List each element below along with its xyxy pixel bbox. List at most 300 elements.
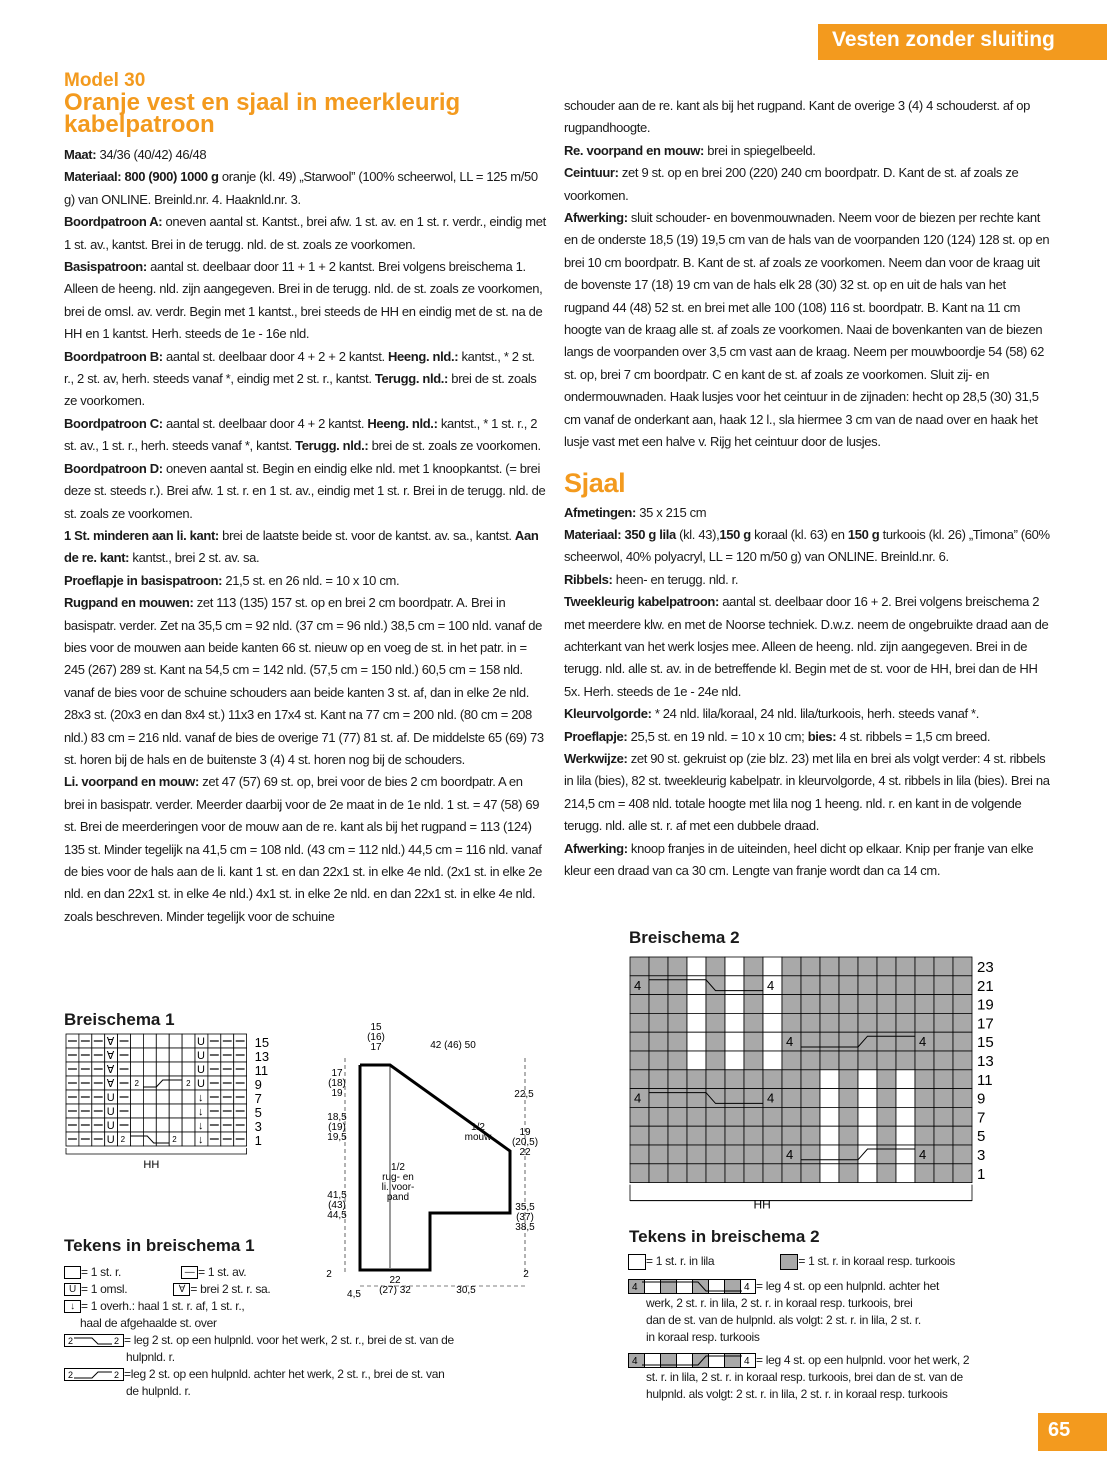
paragraph-key: 150 g bbox=[847, 526, 880, 542]
chart2-cell bbox=[801, 1032, 820, 1051]
chart2-cell bbox=[801, 1013, 820, 1032]
legend-cable-front-2: hulpnld. r. bbox=[126, 1350, 175, 1364]
dim-top-left: 15 (16) 17 bbox=[367, 1022, 385, 1053]
chart2-cell bbox=[706, 1089, 725, 1108]
chart2-row-number: 1 bbox=[977, 1165, 986, 1183]
chart2-cell bbox=[896, 1164, 915, 1183]
chart2-cell bbox=[744, 1032, 763, 1051]
chart2-row-number: 15 bbox=[977, 1034, 994, 1052]
paragraph-key: Boordpatroon C: bbox=[64, 415, 163, 431]
legend-cable-back-2: de hulpnld. r. bbox=[126, 1384, 191, 1398]
chart2-row-number: 17 bbox=[977, 1015, 994, 1033]
cable-front-icon bbox=[64, 1334, 124, 1347]
chart2-cell bbox=[687, 976, 706, 995]
chart2-cell bbox=[668, 1145, 687, 1164]
chart2-cell bbox=[744, 1126, 763, 1145]
legend-koraal: = 1 st. r. in koraal resp. turkoois bbox=[798, 1254, 955, 1268]
paragraph-key: Maat: bbox=[64, 147, 97, 162]
chart2-cell bbox=[839, 1013, 858, 1032]
chart1-row-number: 5 bbox=[254, 1105, 262, 1120]
dim-sleeve-width: 19 (20,5) 22 bbox=[511, 1127, 539, 1158]
legend2-row-2 bbox=[628, 1278, 1048, 1295]
label-sleeve: 1/2 mouw bbox=[464, 1122, 492, 1143]
chart2-cell bbox=[858, 976, 877, 995]
dim-hem-right: 2 bbox=[523, 1269, 529, 1280]
chart1-cell bbox=[143, 1048, 156, 1062]
paragraph-key: bies: bbox=[807, 728, 837, 744]
chart2-cell bbox=[915, 1126, 934, 1145]
paragraph bbox=[564, 726, 1050, 748]
chart2-cell bbox=[858, 1089, 877, 1108]
chart2-cell bbox=[801, 995, 820, 1014]
chart1-cell bbox=[169, 1076, 182, 1090]
chart2-cell bbox=[687, 1145, 706, 1164]
chart2-cell bbox=[953, 976, 972, 995]
chart2-cell bbox=[896, 1013, 915, 1032]
chart2-cell bbox=[915, 1164, 934, 1183]
chart2-cell bbox=[630, 1032, 649, 1051]
chart2-cell bbox=[858, 1051, 877, 1070]
chart1-cell bbox=[131, 1048, 144, 1062]
paragraph-key: Proeflapje in basispatroon: bbox=[64, 572, 223, 588]
chart2-cell bbox=[915, 1051, 934, 1070]
chart2-cell bbox=[744, 1089, 763, 1108]
chart1-row-number: 9 bbox=[254, 1077, 262, 1092]
chart2-cell bbox=[953, 995, 972, 1014]
chart2-cell bbox=[934, 1051, 953, 1070]
paragraph-text: zet 47 (57) 69 st. op, brei voor de bies 2 cm boordpatr. A en brei in basispatr. verder. Meerder daarbij voor de 2e maat in de 1e nld. 1 st. = 47 (58) 69 st. Brei de meerderingen voor de mouw aan de re. kant als bij het rugpand = 113 (124) 135 st. Minder tegelijk na 41,5 cm = 108 nld. (43 cm = 112 nld.) 44,5 cm = 116 nld. vanaf de bies voor de hals aan de li. kant 1 st. en dan 22x1 st. in elke 4e nld. (2x1 st. in elke 2e nld. en dan 22x1 st. in elke 4e nld.) 4x1 st. in elke 2e nld. en dan 22x1 st. in elke 4e nld. zoals beschreven. Minder tegelijk voor de schuine bbox=[64, 774, 543, 924]
cable-num-mark: 2 bbox=[120, 1135, 126, 1144]
chart2-cell bbox=[953, 1013, 972, 1032]
yarn-over-mark: U bbox=[106, 1106, 115, 1118]
paragraph-text: 4 st. ribbels = 1,5 cm breed. bbox=[836, 728, 991, 744]
chart2-cell bbox=[763, 1013, 782, 1032]
chart1-row-number: 15 bbox=[254, 1035, 270, 1050]
dim-shoulder: 22,5 bbox=[514, 1089, 534, 1100]
chart2-cell bbox=[725, 1089, 744, 1108]
paragraph bbox=[64, 346, 546, 413]
legend2-row-3 bbox=[628, 1352, 1048, 1369]
paragraph-text: * 24 nld. lila/koraal, 24 nld. lila/turkoois, herh. steeds vanaf *. bbox=[651, 706, 979, 722]
chart2-row-number: 23 bbox=[977, 959, 994, 976]
chart1-cell bbox=[143, 1118, 156, 1132]
dim-top-right: 42 (46) 50 bbox=[430, 1040, 476, 1051]
chart2-cell bbox=[725, 976, 744, 995]
paragraph-key: 1 St. minderen aan li. kant: bbox=[64, 527, 219, 543]
chart2-cell bbox=[630, 1164, 649, 1183]
paragraph-key: Materiaal: 800 (900) 1000 g bbox=[64, 169, 219, 185]
koraal-swatch-icon bbox=[780, 1254, 798, 1270]
chart2-cell bbox=[839, 1032, 858, 1051]
chart2-cell bbox=[649, 995, 668, 1014]
chart2-cell bbox=[706, 1126, 725, 1145]
chart2-cell bbox=[953, 1126, 972, 1145]
chart2-cell bbox=[801, 1145, 820, 1164]
chart2-cell bbox=[763, 1051, 782, 1070]
paragraph-key: Ceintuur: bbox=[564, 165, 619, 181]
label-body: 1/2 rug- en li. voor-pand bbox=[381, 1162, 415, 1203]
chart1-cell bbox=[131, 1062, 144, 1076]
dim-bottom-b: 22 (27) 32 bbox=[379, 1275, 411, 1296]
chart2-cell bbox=[877, 1107, 896, 1126]
legend-c2a: = leg 4 st. op een hulpnld. voor het werk, 2 bbox=[756, 1353, 970, 1367]
chart2-cell bbox=[839, 957, 858, 976]
chart2-cell bbox=[896, 1107, 915, 1126]
chart2-cell bbox=[782, 1070, 801, 1089]
yarn-over-mark: U bbox=[197, 1036, 205, 1048]
chart2-cell bbox=[725, 995, 744, 1014]
chart1-cell bbox=[143, 1062, 156, 1076]
chart2-cell bbox=[934, 1126, 953, 1145]
chart2-cable-num: 4 bbox=[634, 1090, 642, 1106]
chart2-cell bbox=[953, 1145, 972, 1164]
chart2-cell bbox=[820, 1145, 839, 1164]
chart2-cell bbox=[820, 1051, 839, 1070]
chart2-cell bbox=[820, 1013, 839, 1032]
chart2-cell bbox=[877, 957, 896, 976]
chart2-cell bbox=[649, 1013, 668, 1032]
chart2-cell bbox=[896, 995, 915, 1014]
chart2-cell bbox=[630, 1013, 649, 1032]
legend2-row-1 bbox=[628, 1253, 1048, 1270]
model-label: Model 30 bbox=[64, 70, 146, 91]
p2tog-mark: ∀ bbox=[106, 1064, 115, 1076]
chart2-cell bbox=[687, 995, 706, 1014]
chart2-cell bbox=[820, 995, 839, 1014]
chart2-row-number: 3 bbox=[977, 1147, 986, 1164]
chart2-cell bbox=[896, 1032, 915, 1051]
cable-num: 4 bbox=[744, 1282, 750, 1294]
paragraph bbox=[564, 162, 1050, 207]
chart2-grid bbox=[628, 955, 1008, 1215]
chart2-cell bbox=[706, 1164, 725, 1183]
chart2-cell bbox=[934, 976, 953, 995]
chart2-cell bbox=[858, 995, 877, 1014]
chart2-cell bbox=[820, 1070, 839, 1089]
chart1-row-number: 3 bbox=[254, 1119, 262, 1134]
chart2-cell bbox=[858, 1107, 877, 1126]
paragraph-text: koraal (kl. 63) en bbox=[750, 526, 848, 542]
chart2-row-number: 19 bbox=[977, 996, 994, 1014]
chart2-cable-num: 4 bbox=[919, 1147, 927, 1162]
page-number-box bbox=[1038, 1413, 1107, 1451]
chart2-cell bbox=[858, 1145, 877, 1164]
chart2-cell bbox=[668, 1070, 687, 1089]
paragraph-text: aantal st. deelbaar door 11 + 1 + 2 kantst. Brei volgens breischema 1. Alleen de heeng. nld. zijn aangegeven. Brei in de terugg. nld. de st. zoals ze voorkomen, brei de omsl. av. verdr. Begin met 1 kantst., brei steeds de HH en eindig met de st. na de HH en 1 kantst. Herh. steeds de 1e - 16e nld. bbox=[64, 259, 543, 342]
chart2-cell bbox=[725, 1051, 744, 1070]
chart2-cell bbox=[896, 1145, 915, 1164]
cable-num: 4 bbox=[632, 1282, 638, 1294]
chart2-cell bbox=[744, 957, 763, 976]
purl-symbol-icon: — bbox=[181, 1266, 198, 1279]
chart1-row-number: 1 bbox=[254, 1133, 262, 1148]
chart2-cell bbox=[687, 1089, 706, 1108]
chart2-cell bbox=[706, 1145, 725, 1164]
chart2-cell bbox=[668, 1089, 687, 1108]
paragraph bbox=[64, 413, 546, 458]
chart2-cell bbox=[763, 1164, 782, 1183]
paragraph-text: turkoois (kl. 26) „Timona” (60% scheerwol, 40% polyacryl, LL = 120 m/50 g) van ONLINE. Breinld.nr. 6. bbox=[564, 526, 1050, 565]
paragraph bbox=[564, 591, 1050, 703]
chart1-legend-title: Tekens in breischema 1 bbox=[64, 1236, 255, 1255]
chart2-title: Breischema 2 bbox=[629, 928, 740, 947]
paragraph bbox=[564, 140, 1050, 162]
chart2-cell bbox=[877, 1089, 896, 1108]
chart1-row-number: 13 bbox=[254, 1049, 270, 1064]
chart2-cell bbox=[763, 1032, 782, 1051]
yarn-over-mark: U bbox=[197, 1064, 205, 1076]
paragraph bbox=[64, 592, 546, 771]
chart2-row-number: 11 bbox=[977, 1071, 993, 1089]
chart2-cell bbox=[725, 1145, 744, 1164]
chart2-cell bbox=[630, 995, 649, 1014]
paragraph-key: Boordpatroon B: bbox=[64, 348, 163, 364]
legend-skpo: = 1 overh.: haal 1 st. r. af, 1 st. r., bbox=[81, 1299, 245, 1313]
chart2-cell bbox=[953, 1070, 972, 1089]
chart2-cell bbox=[839, 1126, 858, 1145]
chart2-legend-title: Tekens in breischema 2 bbox=[629, 1227, 820, 1246]
paragraph-key: Werkwijze: bbox=[564, 750, 628, 766]
p2tog-icon: ∀ bbox=[173, 1283, 190, 1296]
chart2-cable-num: 4 bbox=[634, 977, 642, 993]
p2tog-mark: ∀ bbox=[106, 1078, 115, 1090]
paragraph-key: Re. voorpand en mouw: bbox=[564, 142, 704, 158]
paragraph-text: kantst., * 2 st. r., 2 st. av, herh. steeds vanaf *, eindig met 2 st. r., kantst. bbox=[64, 348, 535, 387]
chart2-cell bbox=[725, 1070, 744, 1089]
chart2-cell bbox=[858, 1164, 877, 1183]
chart2-cell bbox=[934, 1013, 953, 1032]
legend-lila: = 1 st. r. in lila bbox=[646, 1254, 715, 1268]
paragraph-key: Boordpatroon A: bbox=[64, 214, 163, 230]
cable-num-mark: 2 bbox=[186, 1079, 191, 1088]
chart2-cell bbox=[934, 1089, 953, 1108]
paragraph-text: brei in spiegelbeeld. bbox=[704, 142, 816, 158]
chart1-cell bbox=[131, 1034, 144, 1048]
chart2-cell bbox=[744, 1013, 763, 1032]
chart2-cell bbox=[839, 1164, 858, 1183]
chart2-cell bbox=[801, 1164, 820, 1183]
chart1-cell bbox=[169, 1118, 182, 1132]
skpo-icon: ↓ bbox=[64, 1300, 81, 1313]
section-header bbox=[818, 24, 1107, 60]
chart2-cell bbox=[782, 1107, 801, 1126]
paragraph-text: zet 9 st. op en brei 200 (220) 240 cm boordpatr. D. Kant de st. af zoals ze voorkomen. bbox=[564, 165, 1019, 203]
chart1-row-number: 11 bbox=[254, 1063, 269, 1078]
chart2-cell bbox=[649, 1070, 668, 1089]
chart2-cell bbox=[744, 1051, 763, 1070]
knit-symbol-icon bbox=[64, 1266, 81, 1279]
garment-outline bbox=[360, 1065, 510, 1270]
chart2-cell bbox=[782, 1089, 801, 1108]
paragraph-key: Heeng. nld.: bbox=[388, 348, 459, 364]
chart2-cell bbox=[801, 1126, 820, 1145]
chart2-cable-num: 4 bbox=[767, 977, 775, 993]
yarn-over-mark: U bbox=[106, 1134, 115, 1146]
chart2-cell bbox=[877, 1164, 896, 1183]
model-title: Oranje vest en sjaal in meerkleurig kabelpatroon bbox=[64, 89, 461, 138]
chart2-cell bbox=[725, 1164, 744, 1183]
cable-front-4-icon bbox=[628, 1353, 756, 1368]
chart2-cell bbox=[915, 957, 934, 976]
yarn-over-mark: U bbox=[106, 1120, 115, 1132]
chart2-cell bbox=[687, 1126, 706, 1145]
p2tog-mark: ∀ bbox=[106, 1036, 115, 1048]
chart2-cell bbox=[630, 1107, 649, 1126]
paragraph-text: 34/36 (40/42) 46/48 bbox=[96, 147, 207, 162]
paragraph-key: Li. voorpand en mouw: bbox=[64, 774, 199, 790]
paragraph-key: Basispatroon: bbox=[64, 259, 147, 275]
chart2-cell bbox=[820, 976, 839, 995]
chart2-cell bbox=[820, 1032, 839, 1051]
paragraph-text: aantal st. deelbaar door 16 + 2. Brei volgens breischema 2 met meerdere klw. en met de Noorse techniek. D.w.z. neem de ongebruikte draad aan de achterkant van het werk losjes mee. Alleen de heeng. nld. zijn aangegeven. Brei in de terugg. nld. alle st. av. in de betreffende kl. Begin met de st. voor de HH, brei dan de HH 5x. Herh. steeds de 1e - 24e nld. bbox=[564, 594, 1049, 699]
chart2-cell bbox=[839, 1089, 858, 1108]
chart1-cell bbox=[156, 1090, 169, 1104]
page-number: 65 bbox=[1048, 1419, 1071, 1441]
chart2-cell bbox=[934, 957, 953, 976]
chart2-cell bbox=[706, 1013, 725, 1032]
legend-purl: = 1 st. av. bbox=[198, 1265, 247, 1279]
chart2-cell bbox=[649, 976, 668, 995]
chart2-cell bbox=[782, 976, 801, 995]
chart2-cell bbox=[687, 1107, 706, 1126]
chart1-cell bbox=[156, 1118, 169, 1132]
chart2-cell bbox=[820, 957, 839, 976]
chart2-row-number: 13 bbox=[977, 1053, 994, 1070]
chart2-cell bbox=[877, 1070, 896, 1089]
chart1-cell bbox=[182, 1118, 195, 1132]
chart2-cell bbox=[649, 1145, 668, 1164]
chart1-cell bbox=[169, 1048, 182, 1062]
paragraph-text: 35 x 215 cm bbox=[635, 504, 707, 520]
chart2-legend bbox=[628, 1253, 1048, 1403]
chart1-row-number: 7 bbox=[254, 1091, 262, 1106]
chart2-row-number: 21 bbox=[977, 977, 994, 995]
chart2-row-number: 5 bbox=[977, 1128, 986, 1146]
cable-num: 4 bbox=[632, 1356, 638, 1368]
right-column bbox=[564, 95, 1050, 882]
chart2-cell bbox=[782, 1013, 801, 1032]
cable-back-icon bbox=[64, 1368, 124, 1381]
chart1-cell bbox=[131, 1132, 144, 1146]
left-column bbox=[64, 144, 546, 928]
yarn-over-mark: U bbox=[197, 1078, 205, 1090]
paragraph-key: Boordpatroon D: bbox=[64, 460, 163, 476]
svg-text:2: 2 bbox=[68, 1336, 73, 1347]
legend-c1c: dan de st. van de hulpnld. als volgt: 2 st. r. in lila, 2 st. r. bbox=[646, 1313, 921, 1327]
hh-label: HH bbox=[143, 1159, 160, 1171]
paragraph-key: Afwerking: bbox=[564, 210, 628, 226]
chart2-cell bbox=[706, 995, 725, 1014]
chart2-cell bbox=[649, 957, 668, 976]
chart2-cell bbox=[801, 1070, 820, 1089]
chart2-cell bbox=[687, 957, 706, 976]
chart2-cell bbox=[877, 1145, 896, 1164]
paragraph-text: kantst., brei 2 st. av. sa. bbox=[129, 550, 260, 566]
chart2-cell bbox=[668, 1126, 687, 1145]
chart2-cell bbox=[877, 1013, 896, 1032]
paragraph-text: oneven aantal st. Begin en eindig elke nld. met 1 knoopkantst. (= brei deze st. steeds r.). Brei afw. 1 st. r. en 1 st. av., eindig met 1 st. r. Brei in de terugg. nld. de st. zoals ze voorkomen. bbox=[64, 460, 546, 521]
chart2-cell bbox=[915, 1089, 934, 1108]
dim-body-height: 41,5 (43) 44,5 bbox=[327, 1190, 347, 1221]
paragraph bbox=[64, 458, 546, 525]
chart2-cell bbox=[725, 957, 744, 976]
chart2-cell bbox=[934, 1070, 953, 1089]
chart2-cell bbox=[744, 995, 763, 1014]
chart2-cell bbox=[782, 995, 801, 1014]
chart2-cell bbox=[763, 1126, 782, 1145]
cable-num-mark: 2 bbox=[134, 1079, 139, 1088]
chart2-cell bbox=[725, 1126, 744, 1145]
chart2-cell bbox=[896, 1089, 915, 1108]
chart1-cell bbox=[156, 1034, 169, 1048]
hh-bracket bbox=[630, 1185, 972, 1201]
chart2-cell bbox=[915, 976, 934, 995]
chart2-cell bbox=[934, 1164, 953, 1183]
svg-text:2: 2 bbox=[114, 1336, 119, 1347]
chart2-cell bbox=[820, 1126, 839, 1145]
legend-row-5 bbox=[64, 1366, 524, 1383]
chart2-cell bbox=[915, 1107, 934, 1126]
chart2-cell bbox=[668, 1051, 687, 1070]
chart1-cell bbox=[169, 1062, 182, 1076]
paragraph-text: knoop franjes in de uiteinden, heel dicht op elkaar. Knip per franje van elke kleur een draad van ca 30 cm. Lengte van franje wordt dan ca 14 cm. bbox=[564, 840, 1034, 878]
chart2-cell bbox=[668, 1164, 687, 1183]
chart2-cell bbox=[858, 957, 877, 976]
chart1-cell bbox=[182, 1062, 195, 1076]
hh-bracket bbox=[66, 1148, 247, 1154]
chart2-cell bbox=[649, 1126, 668, 1145]
chart2-cell bbox=[953, 1089, 972, 1108]
paragraph-key: Proeflapje: bbox=[564, 728, 628, 744]
paragraph-text: brei de st. zoals ze voorkomen. bbox=[64, 371, 537, 409]
chart2-cell bbox=[706, 1032, 725, 1051]
chart2-cell bbox=[839, 1107, 858, 1126]
chart2-cell bbox=[706, 957, 725, 976]
chart2-cell bbox=[839, 1051, 858, 1070]
paragraph-key: Heeng. nld.: bbox=[367, 415, 438, 431]
paragraph bbox=[64, 771, 546, 928]
skpo-mark: ↓ bbox=[198, 1134, 204, 1146]
paragraph bbox=[564, 703, 1050, 725]
dim-bottom-a: 4,5 bbox=[347, 1289, 361, 1300]
lila-swatch-icon bbox=[628, 1254, 646, 1270]
chart1-cell bbox=[156, 1132, 169, 1146]
chart2-cell bbox=[801, 1089, 820, 1108]
yarn-over-icon: U bbox=[64, 1283, 81, 1296]
chart2-cell bbox=[649, 1107, 668, 1126]
chart1-cell bbox=[131, 1104, 144, 1118]
cable-back-4-icon bbox=[628, 1279, 756, 1294]
paragraph bbox=[64, 211, 546, 256]
chart2-cell bbox=[934, 995, 953, 1014]
paragraph-key: 150 g bbox=[719, 526, 751, 542]
chart2-cell bbox=[763, 957, 782, 976]
legend-yo: = 1 omsl. bbox=[81, 1282, 128, 1296]
skpo-mark: ↓ bbox=[198, 1106, 204, 1118]
chart2-cell bbox=[668, 995, 687, 1014]
chart1-cell bbox=[182, 1034, 195, 1048]
chart2-cell bbox=[896, 1070, 915, 1089]
chart2-cell bbox=[687, 1164, 706, 1183]
chart2-cable-num: 4 bbox=[767, 1090, 775, 1106]
chart2-cell bbox=[896, 1051, 915, 1070]
chart1-cell bbox=[156, 1076, 169, 1090]
paragraph-text: brei de laatste beide st. voor de kantst. av. sa., kantst. bbox=[218, 527, 515, 543]
section-header-label: Vesten zonder sluiting bbox=[832, 28, 1055, 51]
chart2-cell bbox=[744, 1107, 763, 1126]
chart2-cell bbox=[763, 1107, 782, 1126]
chart2-cell bbox=[630, 1145, 649, 1164]
